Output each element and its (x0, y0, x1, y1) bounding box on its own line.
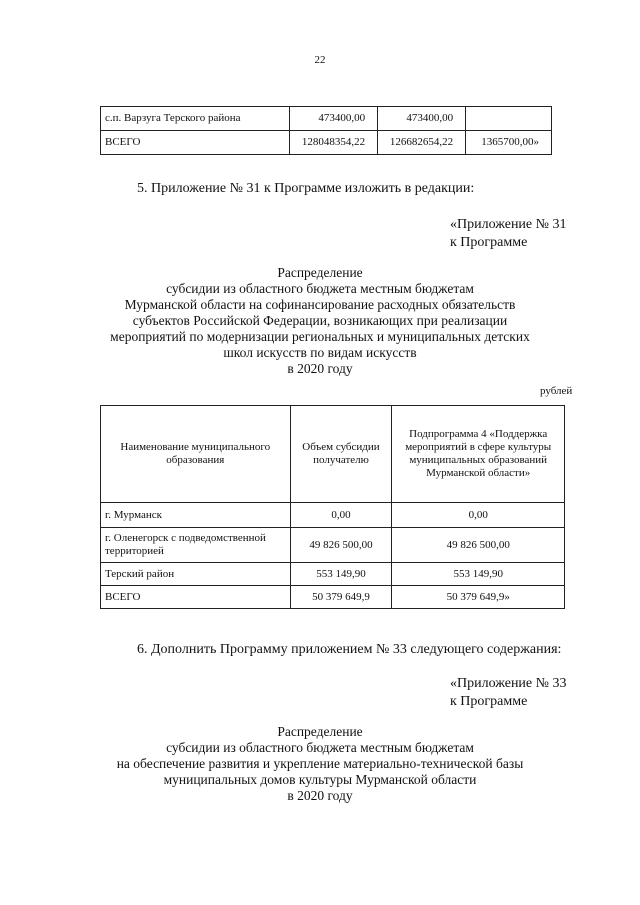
title-line: в 2020 году (287, 361, 353, 376)
table-cell: 50 379 649,9 (290, 586, 392, 609)
table-cell: 50 379 649,9» (392, 586, 565, 609)
table-cell: 0,00 (290, 503, 392, 528)
table-cell: с.п. Варзуга Терского района (101, 107, 290, 131)
table-cell: 128048354,22 (290, 131, 378, 155)
units-label: рублей (540, 385, 573, 397)
item-6-text: 6. Дополнить Программу приложением № 33 следующего содержания: (137, 642, 562, 657)
title-appendix-31 (100, 265, 540, 377)
title-line: Мурманской области на софинансирование расходных обязательств (124, 297, 516, 312)
table-cell: 126682654,22 (378, 131, 466, 155)
table-cell: ВСЕГО (101, 586, 291, 609)
table-row (101, 563, 565, 586)
table-cell: г. Оленегорск с подведомственной территорией (101, 528, 291, 563)
appendix-33-heading (450, 675, 567, 711)
table-subsidies-art-schools (100, 405, 565, 609)
table-row (101, 107, 552, 131)
table-cell: г. Мурманск (101, 503, 291, 528)
title-appendix-33 (100, 724, 540, 804)
item-5-text: 5. Приложение № 31 к Программе изложить в редакции: (137, 181, 475, 196)
title-line: субсидии из областного бюджета местным бюджетам (166, 740, 474, 755)
title-line: субъектов Российской Федерации, возникающих при реализации (132, 313, 508, 328)
title-line: субсидии из областного бюджета местным бюджетам (166, 281, 474, 296)
appendix-31-heading (450, 216, 567, 252)
table-cell: 473400,00 (378, 107, 466, 131)
column-header: Объем субсидии получателю (290, 406, 392, 503)
table-cell: 0,00 (392, 503, 565, 528)
table-cell: 473400,00 (290, 107, 378, 131)
table-cell: 1365700,00» (466, 131, 552, 155)
appendix-line: «Приложение № 33 (450, 676, 567, 691)
title-line: мероприятий по модернизации региональных и муниципальных детских (110, 329, 530, 344)
table-header-row (101, 406, 565, 503)
appendix-line: к Программе (450, 235, 528, 250)
table-cell: 553 149,90 (290, 563, 392, 586)
title-line: Распределение (277, 724, 363, 739)
title-line: на обеспечение развития и укрепление материально-технической базы (116, 756, 524, 771)
title-line: школ искусств по видам искусств (223, 345, 417, 360)
table-cell: Терский район (101, 563, 291, 586)
table-row (101, 528, 565, 563)
title-line: в 2020 году (287, 788, 353, 803)
appendix-line: к Программе (450, 694, 528, 709)
column-header: Наименование муниципального образования (101, 406, 291, 503)
table-subsidies-continued (100, 106, 552, 155)
table-cell: 49 826 500,00 (290, 528, 392, 563)
title-line: муниципальных домов культуры Мурманской области (163, 772, 477, 787)
title-line: Распределение (277, 265, 363, 280)
table-cell: 553 149,90 (392, 563, 565, 586)
table-cell (466, 107, 552, 131)
table-row (101, 586, 565, 609)
table-cell: ВСЕГО (101, 131, 290, 155)
table-cell: 49 826 500,00 (392, 528, 565, 563)
column-header: Подпрограмма 4 «Поддержка мероприятий в сфере культуры муниципальных образований Мурманской области» (392, 406, 565, 503)
appendix-line: «Приложение № 31 (450, 217, 567, 232)
page-number: 22 (314, 54, 326, 66)
table-row (101, 503, 565, 528)
table-row (101, 131, 552, 155)
